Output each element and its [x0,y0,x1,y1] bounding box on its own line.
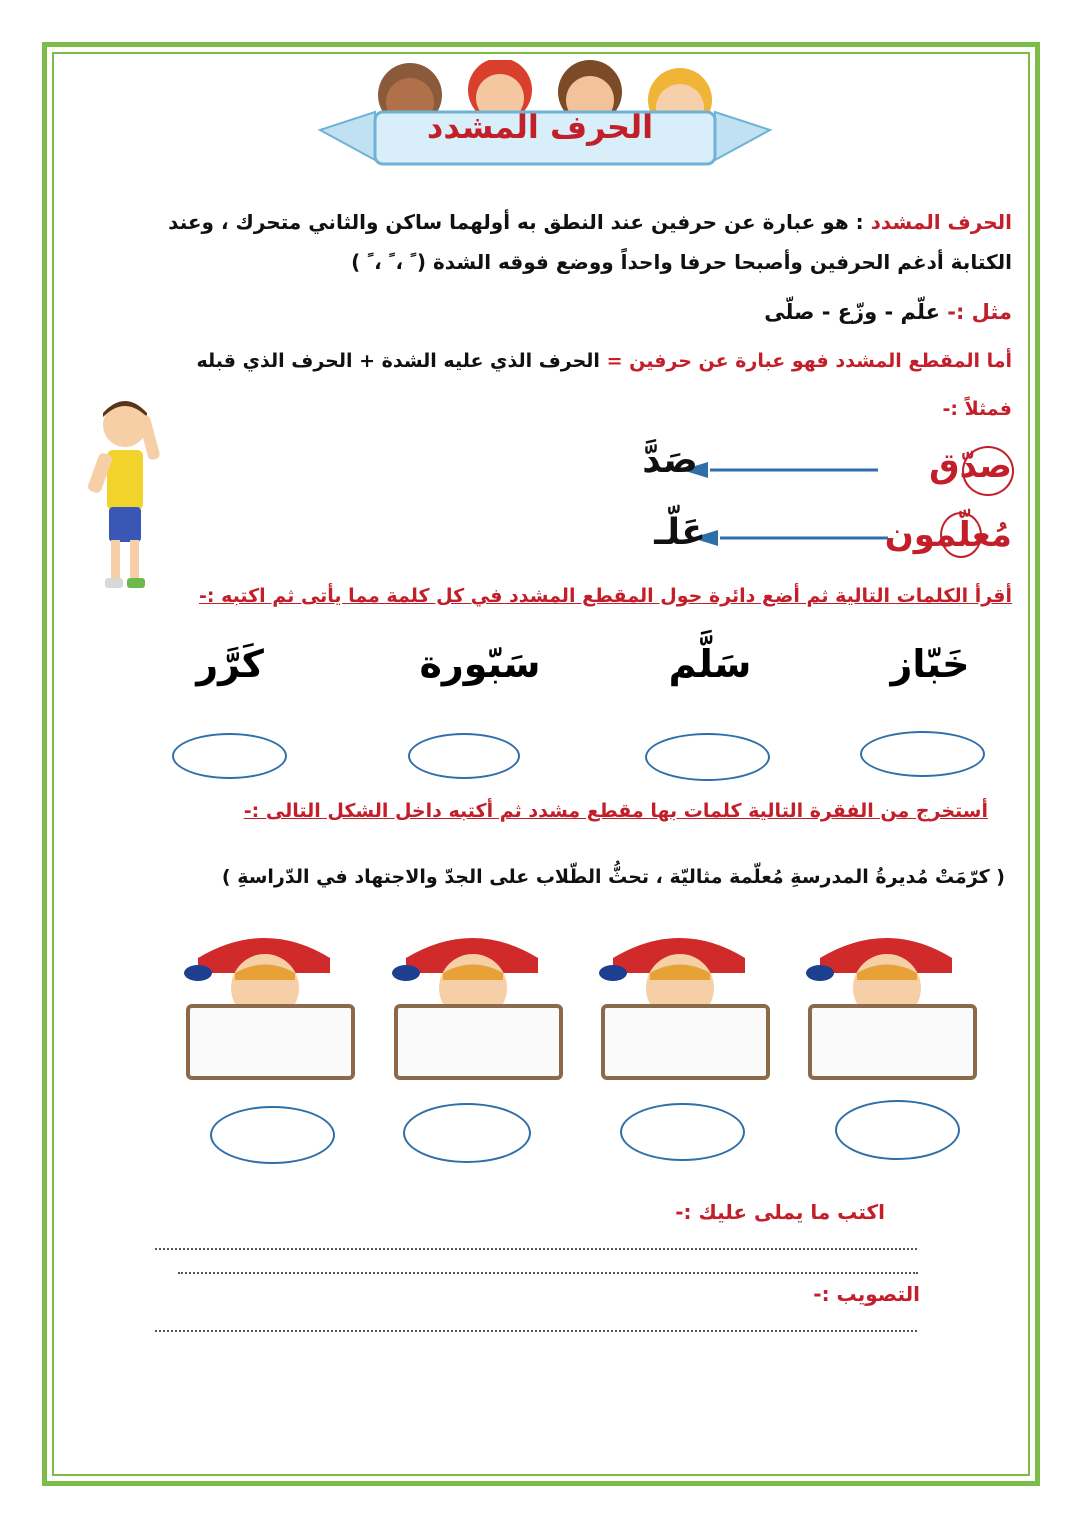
segment-rule-red: أما المقطع المشدد فهو عبارة عن حرفين = [606,350,1012,372]
example-line [764,300,1012,324]
example-words: علّم - وزّع - صلّى [764,300,940,324]
dictation-label: اكتب ما يملى عليك :- [675,1200,885,1224]
correction-line[interactable] [155,1330,917,1332]
sign-oval-4[interactable] [210,1106,335,1164]
definition-line-2: الكتابة أدغم الحرفين وأصبحا حرفا واحداً ووضع فوقه الشدة ( ً ، ً ، ً ) [351,250,1012,274]
answer-oval-4[interactable] [172,733,287,779]
dictation-line-2[interactable] [178,1272,918,1274]
example-segment-2: عَلّـ [654,512,706,553]
arrow-icon [680,460,880,480]
definition-line-1 [168,210,1012,234]
page-title: الحرف المشدد [426,108,654,146]
exercise1-word-1: خَبّاز [890,642,970,686]
example-circle-1 [962,446,1014,496]
exercise1-word-3: سَبّورة [419,642,541,686]
example-segment-1: صَدَّ [642,440,698,481]
arrow-icon [690,528,890,548]
exercise1-word-2: سَلَّم [668,642,752,686]
answer-oval-3[interactable] [408,733,520,779]
definition-text-1: : هو عبارة عن حرفين عند النطق به أولهما ساكن والثاني متحرك ، وعند [168,210,864,234]
correction-label: التصويب :- [813,1282,920,1306]
kids-with-signs-illustration [180,928,990,1088]
exercise1-instruction: أقرأ الكلمات التالية ثم أضع دائرة حول المقطع المشدد في كل كلمة مما يأتى ثم اكتبه :- [198,585,1012,607]
sign-oval-3[interactable] [403,1103,531,1163]
example-word-2: مُعلّمون [884,515,1012,555]
exercise2-paragraph: ( كرّمَتْ مُديرةُ المدرسةِ مُعلّمة مثاليّة ، تحثُّ الطّلاب على الجدّ والاجتهاد في الدّراسةِ ) [221,866,1005,888]
sign-oval-2[interactable] [620,1103,745,1161]
segment-rule-line [197,350,1012,372]
definition-term: الحرف المشدد [870,210,1012,234]
dictation-line-1[interactable] [155,1248,917,1250]
exercise2-instruction: أستخرج من الفقرة التالية كلمات بها مقطع مشدد ثم أكتبه داخل الشكل التالى :- [243,800,988,822]
answer-oval-2[interactable] [645,733,770,781]
boy-illustration [85,395,165,595]
example-word-1: صدّق [929,446,1012,486]
answer-oval-1[interactable] [860,731,985,777]
exercise1-word-4: كَرَّر [196,642,264,686]
segment-rule-black: الحرف الذي عليه الشدة + الحرف الذي قبله [196,350,600,372]
example-label: مثل :- [947,300,1012,324]
example-circle-2 [940,512,982,558]
for-example-label: فمثلاً :- [942,398,1012,420]
sign-oval-1[interactable] [835,1100,960,1160]
